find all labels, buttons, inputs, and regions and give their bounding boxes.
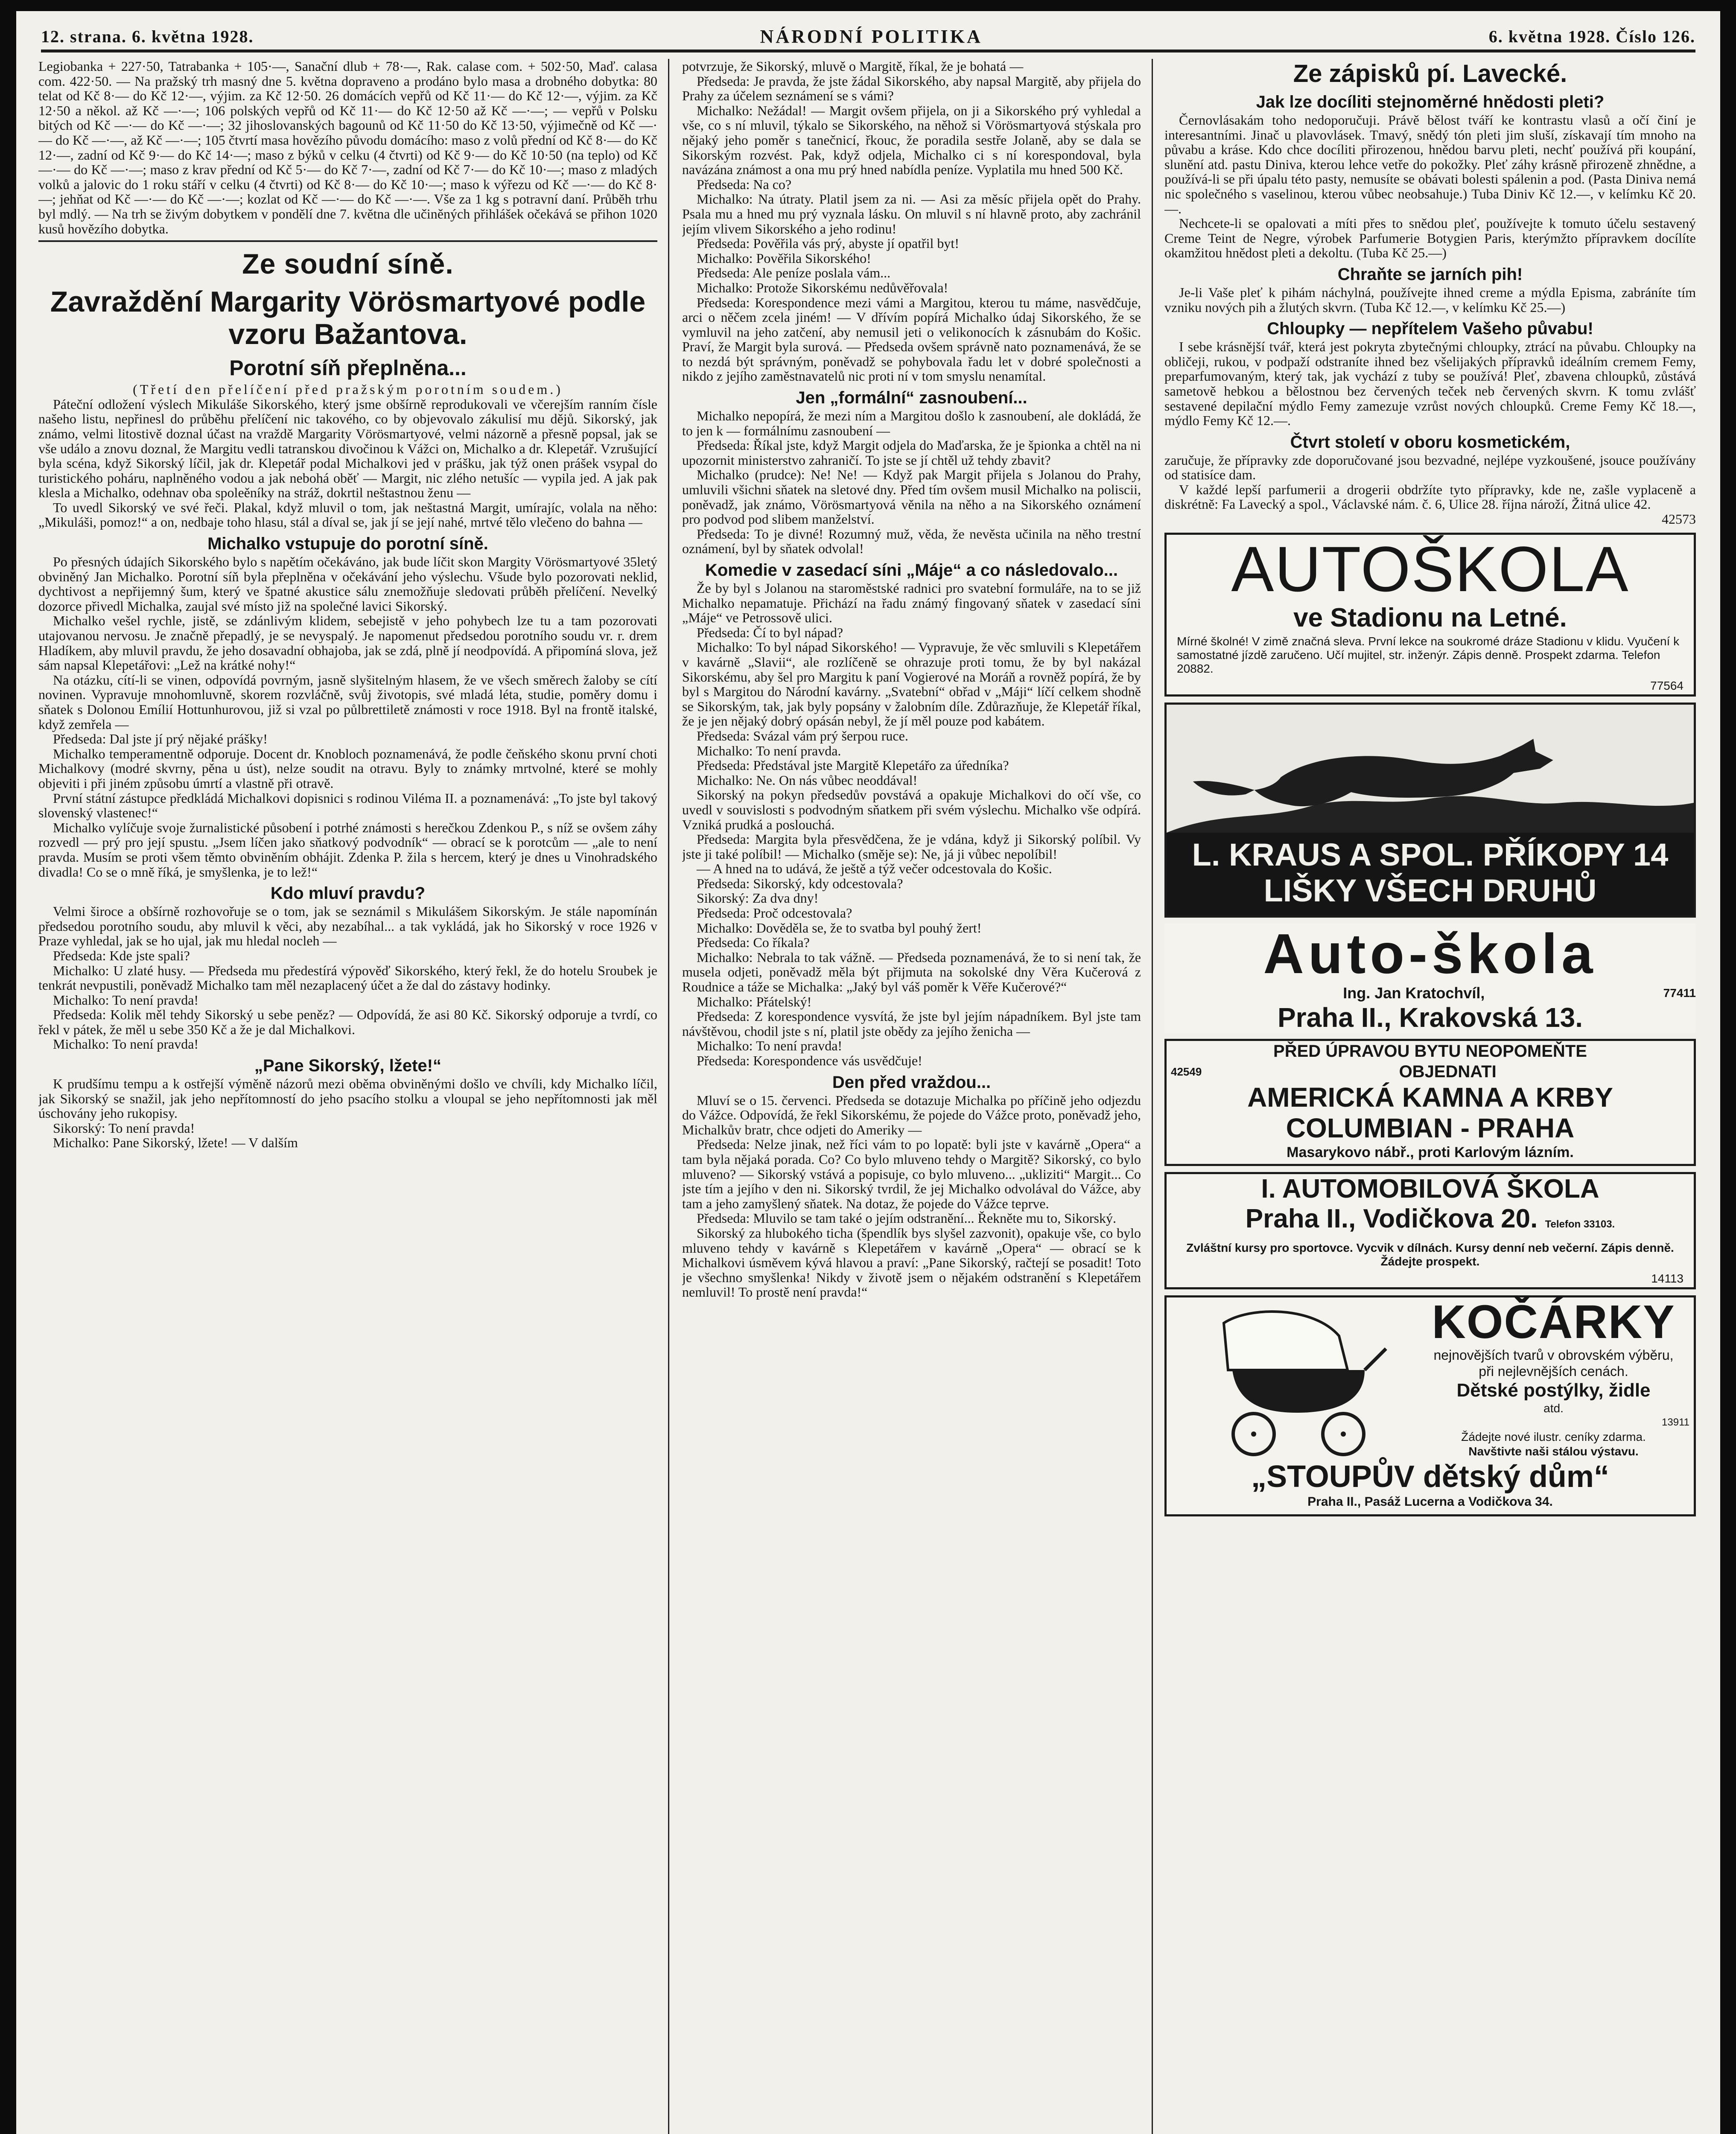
paragraph: Sikorský: To není pravda!: [53, 1120, 195, 1136]
ad-line: Masarykovo nábř., proti Karlovým lázním.: [1287, 1144, 1574, 1160]
paragraph: Michalko: Ne. On nás vůbec neoddával!: [697, 772, 918, 788]
newspaper-page: [16, 11, 1720, 2134]
question-heading: Chloupky — nepřítelem Vašeho půvabu!: [1267, 319, 1593, 338]
ad-line: Praha II., Pasáž Lucerna a Vodičkova 34.: [1307, 1494, 1553, 1509]
paragraph: Předseda: Z korespondence vysvítá, že jste byl jejím nápadníkem. Byl jste tam návštěvou, chodil jste s ní, platil jste obědy za jejího ženicha —: [682, 1009, 1141, 1039]
ad-number: 13911: [1662, 1416, 1689, 1428]
paragraph: V každé lepší parfumerii a drogerii obdržíte tyto přípravky, kde ne, zašle vyplaceně a diskrétně: Fa Lavecký a spol., Václavské nám. č. 6, Ulice 28. října nároží, Žitná ulice 42.: [1164, 481, 1696, 512]
ad-line: OBJEDNATI: [1399, 1062, 1497, 1081]
ad-kocarky: [1164, 1295, 1696, 1516]
column-title: Ze zápisků pí. Lavecké.: [1293, 60, 1567, 87]
paragraph: Michalko: Pověřila Sikorského!: [697, 250, 871, 266]
paragraph: Michalko: Přátelský!: [697, 994, 812, 1009]
ad-line: Navštivte naši stálou výstavu.: [1468, 1445, 1639, 1458]
market-report: Legiobanka + 227·50, Tatrabanka + 105·—, Sanační dlub + 78·—, Rak. calase com. + 502·50, Maď. calasa com. 422·50. — Na pražský trh masný dne 5. května dopraveno a prodáno bylo masa a drobného dobytka: 80 telat od Kč 8·— do Kč 12·—, výjim. za Kč 12·50. 26 domácích vepřů od Kč 11·— do Kč 12·—, výjim. za Kč 12·50 a někol. až Kč —·—; 106 polských vepřů od Kč 11·— do Kč 12·50 až Kč —·—; — vepřů v Polsku bitých od Kč —·— do Kč —·—; 32 jihoslovanských bagounů od Kč 11·50 do Kč 13·50, výjimečně od Kč —·— do Kč —·—, až Kč —·—; 105 čtvrtí masa hovězího původu domácího: maso z volů přední od Kč 8·— do Kč 12·—, zadní od Kč 9·— do Kč 14·—; maso z býků v celku (4 čtvrti) od Kč 9·— do Kč 10·50 (na teplo) od Kč —·— do Kč —·—; maso z krav přední od Kč 5·— do Kč 7·—, zadní od Kč 7·— do Kč 10·—; maso z mladých volků a jalovic do 1 roku stáří v celku (4 čtvrti) od Kč 8·— do Kč 10·—; maso k výřezu od Kč —·— do Kč 8·—; jehňat od Kč —·— do Kč —·—; kozlat od Kč —·— do Kč —·—. Vše za 1 kg s potravní daní. Průběh trhu byl mdlý. — Na trh se živým dobytkem v pondělí dne 7. května dle učiněných přihlášek očekává se přihon 1020 kusů hovězího dobytka.: [38, 59, 657, 236]
paragraph: Předseda: Čí to byl nápad?: [697, 624, 843, 640]
ad-phone: Telefon 33103.: [1545, 1218, 1615, 1230]
ad-number: 77411: [1663, 986, 1696, 1000]
ad-line: atd.: [1543, 1401, 1564, 1415]
question-heading: Čtvrt století v oboru kosmetickém,: [1290, 432, 1570, 452]
paragraph: Páteční odložení výslech Mikuláše Sikorského, který jsme obšírně reprodukovali ve včerejším ranním čísle našeho listu, nepřinesl do průběhu přelíčení nic takového, co by objevovalo zákulisí mu dějů. Sikorský, jak známo, velmi litostivě doznal účast na vraždě Margarity Vörösmartyové, velmi názorně a přesně popsal, jak se vše událo a znovu doznal, že Margitu vedli tatranskou divočinou k Vážci on, Michalko a dr. Klepetář. Vzrušující byla scéna, když Sikorský líčil, jak dr. Klepetář podal Michalkovi jed v prášku, jak týž onen prášek vsypal do turistického poháru, naplněného vodou a jak nebohá oběť — Margit, nic zlého netušíc — vypila jed. A jak pak klesla a Michalko, odehnav oba spoleěníky na stráž, dokrtil neštastnou ženu —: [38, 396, 657, 501]
ad-subtitle: ve Stadionu na Letné.: [1293, 603, 1567, 633]
paragraph: I sebe krásnější tvář, která jest pokryta zbytečnými chloupky, ztrácí na půvabu. Chloupky na obličeji, rukou, v podpaží odstraníte ihned bez všelijakých přípravků ideálním cremem Femy, preparfumovaným, který tak, jak vychází z tuby se používá! Pleť, zbavena chloupků, zůstává sametově hebkou a bělostnou bez červených teček neb červených skvrn. K tomu zvlášť sestavené depilační mýdlo Femy zamezuje vzrůst nových chloupků. Creme Femy Kč 18.—, mýdlo Femy Kč 12.—.: [1164, 339, 1696, 429]
paragraph: zaručuje, že přípravky zde doporučované jsou bezvadné, nejlépe vyzkoušené, jsouce používány od statisíce dam.: [1164, 452, 1696, 483]
subheading: Den před vraždou...: [832, 1073, 991, 1092]
ad-number: 14113: [1651, 1271, 1683, 1285]
ad-kraus-banner: [1167, 833, 1694, 915]
paragraph: Sikorský za hlubokého ticha (špendlík bys slyšel zazvonit), opakuje vše, co bylo mluveno tehdy v kavárně s Klepetářem v kavárně „Opera“ — obrací se k Michalkovi úsměvem kývá hlavou a praví: „Pane Sikorský, račtejí se posadit! Toto je všechno smyšlenka! Nikdy v životě jsem o nějakém odstranění s Klepetářem nemluvil! To prostě není pravda!“: [682, 1225, 1141, 1300]
paragraph: Sikorský: Za dva dny!: [697, 890, 819, 906]
subheading: Michalko vstupuje do porotní síně.: [207, 534, 488, 554]
question-heading: Jak lze docíliti stejnoměrné hnědosti pleti?: [1256, 93, 1605, 111]
subheading: Komedie v zasedací síni „Máje“ a co následovalo...: [705, 561, 1118, 580]
masthead-title: NÁRODNÍ POLITIKA: [760, 26, 983, 47]
column-court-report-continued: [682, 59, 1141, 2134]
paragraph: Michalko (prudce): Ne! Ne! — Když pak Margit přijela s Jolanou do Prahy, umluvili všichni sňatek na sletové dny. Před tím ovšem musil Michalko na poliscii, poněvadž, jak známo, Vörösmartyová věnila na něho a na Sikorského oznámení pro podvod pod slibem manželství.: [682, 467, 1141, 527]
paragraph: Předseda: Nelze jinak, než říci vám to po lopatě: byli jste v kavárně „Opera“ a tam byla nějaká porada. Co? Co bylo mluveno tehdy o Margitě? Sikorský, co bylo mluveno? — Sikorský vstává a popisuje, co bylo mluveno... „ukliziti“ Margit... Co jste tím a jejího v den ni. Sikorský tvrdil, že jej Michalko odvolával do Vážce, aby tam a jeho zamyšlený sňatek. Na dotaz, že pojede do Vážce teprve.: [682, 1137, 1141, 1211]
paragraph: Velmi široce a obšírně rozhovořuje se o tom, jak se seznámil s Mikulášem Sikorským. Je stále napomínán předsedou porotního soudu, aby mluvil k věci, aby nezabíhal... a tak vykládá, jak ho Sikorský v roce 1926 v Praze vyhledal, jak se ho ujal, jak mu hledal nocleh —: [38, 904, 657, 949]
paragraph: Předseda: Korespondence mezi vámi a Margitou, kterou tu máme, nasvědčuje, arci o něčem zcela jiném! — V dřívím popírá Michalko údaj Sikorského, že se vymluvil na jeho zatčení, aby nemusil jeti o velikonocích k zásnubám do Košic. Praví, že Margit byla surová. — Předseda ovšem správně nato poznamenává, že se to nezdá být správným, poněvadž se pohybovala řadu let v dobré společnosti a nikdo z jejího zaměstnavatelů nic proti ní v tom smyslu nenamítal.: [682, 294, 1141, 384]
ad-title: Auto-škola: [1263, 922, 1597, 985]
ad-line: L. KRAUS A SPOL. PŘÍKOPY 14: [1192, 837, 1669, 872]
column-court-report: [38, 59, 657, 2134]
column-rule: [1152, 59, 1153, 2134]
paragraph: Předseda: Pověřila vás prý, abyste jí opatřil byt!: [697, 236, 959, 251]
paragraph: Předseda: Sikorský, kdy odcestovala?: [697, 875, 903, 891]
paragraph: Je-li Vaše pleť k pihám náchylná, používejte ihned creme a mýdla Episma, zabráníte tím vzniku nových pih a žlutých skvrn. (Tuba Kč 12.—, v kelímku Kč 25.—): [1164, 284, 1696, 315]
column-advertisements: [1164, 59, 1696, 2134]
paragraph: Předseda: Kde jste spali?: [53, 947, 190, 963]
column-rule: [668, 59, 669, 2134]
ad-line: AMERICKÁ KAMNA A KRBY: [1247, 1082, 1613, 1113]
paragraph: Michalko: To není pravda!: [53, 1036, 199, 1052]
paragraph: Michalko: To není pravda!: [53, 992, 199, 1008]
header-date-left: 12. strana. 6. května 1928.: [41, 26, 254, 46]
divider: [38, 240, 657, 242]
paragraph: K prudšímu tempu a k ostřejší výměně názorů mezi oběma obviněnými došlo ve chvíli, kdy Michalko líčil, jak Sikorský se snažil, jak jeho nepřítomností do jeho psacího stolku a vloupal se jeho nepřítomnosti jak měl úschovány jeho rukopisy.: [38, 1076, 657, 1121]
ad-columbian-stoves: [1164, 1039, 1696, 1166]
paragraph: Na otázku, cítí-li se vinen, odpovídá povrným, jasně slyšitelným hlasem, že ve všech směrech žaloby se cítí novinen. Vypravuje mnohomluvně, skorem rozvláčně, svůj životopis, své mladá léta, studie, poměry domu i sňatek s Dolonou Emílií Hottunhurovou, již si vzal po půlbrettiletě známosti v roce 1918. Byl na frontě italské, když zemřela —: [38, 672, 657, 732]
paragraph: Michalko: Na útraty. Platil jsem za ni. — Asi za měsíc přijela opět do Prahy. Psala mu a hned mu prý vyznala lásku. On mluvil s ní hlavně proto, aby zachránil jejím vlivem Sikorského a jeho rodinu!: [682, 191, 1141, 236]
paragraph: Předseda: Ale peníze poslala vám...: [697, 265, 891, 281]
paragraph: Michalko: Nebrala to tak vážně. — Předseda poznamenává, že to si není tak, že musela odjeti, poněvadž měla být přijmuta na sokolské dny Věra Kučerová z Roudnice a táže se Michalka: „Jaký byl váš poměr k Věře Kučerové?“: [682, 949, 1141, 995]
ad-kraus-furs: [1164, 703, 1696, 918]
ad-owner: [1164, 984, 1696, 1002]
header-issue-right: 6. května 1928. Číslo 126.: [1488, 26, 1695, 46]
ad-number: 42573: [1662, 511, 1696, 527]
paragraph: Předseda: Svázal vám prý šerpou ruce.: [697, 728, 908, 743]
ad-address: Praha II., Krakovská 13.: [1277, 1002, 1583, 1033]
paragraph: Předseda: Je pravda, že jste žádal Sikorského, aby napsal Margitě, aby přijela do Prahy za účelem seznámení se s vámi?: [682, 73, 1141, 104]
article-headline: Zavraždění Margarity Vörösmartyové podle vzoru Bažantova.: [50, 286, 646, 351]
paragraph: Michalko: Protože Sikorskému nedůvěřovala!: [697, 280, 948, 295]
paragraph: Sikorský na pokyn předsedův povstává a opakuje Michalkovi do očí vše, co uvedl v souvislosti s podvodným sňatkem při svém výslechu. Michalko vše odpírá. Vzniká prudká a poslouchá.: [682, 787, 1141, 832]
paragraph: Michalko nepopírá, že mezi ním a Margitou došlo k zasnoubení, ale dokládá, že to jen k — formálnímu zasnoubení —: [682, 408, 1141, 438]
ad-line: „STOUPŮV dětský dům“: [1251, 1459, 1609, 1494]
paragraph: — A hned na to udává, že ještě a týž večer odcestovala do Košic.: [697, 861, 1052, 877]
paragraph: Michalko: Dověděla se, že to svatba byl pouhý žert!: [697, 920, 982, 936]
paragraph: Michalko vylíčuje svoje žurnalistické působení i potrhé známosti s herečkou Zdenkou P., s níž se ovšem záhy rozvedl — prý pro její spustu. „Jsem líčen jako sňatkový podvodník“ — obrací se k porotcům — „ale to není pravda. Musím se proti všem těmto obviněním obhájit. Zdenka P. žila s hercem, který je dnes u Vinohradského divadla! Co se o mně říká, je smyšlenka, je to lež!“: [38, 819, 657, 880]
paragraph: Michalko: U zlaté husy. — Předseda mu předestírá výpověď Sikorského, který řekl, že do hotelu Sroubek je tenkrát nevpustili, poněvadž Michalko tam měl nezaplacený účet a že dal do zástavy hodinky.: [38, 962, 657, 993]
ad-owner-name: Ing. Jan Kratochvíl,: [1343, 984, 1485, 1002]
paragraph: Že by byl s Jolanou na staroměstské radnici pro svatební formuláře, na to se již Michalko nepamatuje. Přichází na řadu známý fingovaný sňatek v zasedací síni „Máje“ ve Petrossově ulici.: [682, 580, 1141, 626]
ad-title: AUTOŠKOLA: [1231, 533, 1629, 605]
paragraph: To uvedl Sikorský ve své řeči. Plakal, když mluvil o tom, jak neštastná Margit, umírajíc, volala na něho: „Mikuláši, pomoz!“ a on, nedbaje toho hlasu, stál a díval se, jak jí se její nahé, mrtvé tělo vlečeno do bahna —: [38, 499, 657, 530]
paragraph: Předseda: Korespondence vás usvědčuje!: [697, 1053, 922, 1068]
paragraph: Michalko vešel rychle, jistě, se zdánlivým klidem, sebejistě v jeho pohybech lze tu a tam pozorovati utajovanou nervosu. Je značně přepadlý, je se nevyspalý. Je napomenut předsedou porotního soudu vr. r. drem Hladíkem, aby mluvil pravdu, že jeho dosavadní obhajoba, jak se zdá, plně jí neodpovídá. A připomíná slova, jež sám napsal Klepetářovi: „Lež na krátké nohy!“: [38, 613, 657, 673]
paragraph: Michalko: To není pravda!: [697, 1038, 843, 1054]
paragraph: Předseda: Na co?: [697, 176, 792, 192]
pram-illustration: [1167, 1297, 1418, 1460]
ad-line: Žádejte nové ilustr. ceníky zdarma.: [1461, 1430, 1646, 1444]
paragraph: Po přesných údajích Sikorského bylo s napětím očekáváno, jak bude líčit skon Margity Vörösmartyové 35letý obviněný Jan Michalko. Porotní síň byla přeplněna v očekávání jeho výslechu. Všude bylo pozorovati neklid, dychtivost a nepřijemný šum, který ve špatné akustice sálu znemožňuje sledovati průběh přelíčení. Nevelký dozorce přivedl Michalka, zaujal své místo již na společné lavici Sikorský.: [38, 554, 657, 614]
ad-title: KOČÁRKY: [1432, 1295, 1675, 1348]
ad-number: 42549: [1171, 1065, 1202, 1078]
paragraph: Nechcete-li se opalovati a míti přes to snědou pleť, používejte k tomuto účelu sestavený Creme Teint de Negre, výrobek Parfumerie Botygien Paris, kterýmžto přípravkem docílíte okamžitou hnědost pleti a dekoltu. (Tuba Kč 25.—): [1164, 216, 1696, 261]
paragraph: První státní zástupce předkládá Michalkovi dopisnici s rodinou Viléma II. a poznamenává: „To jste byl takový slovenský vlastenec!“: [38, 790, 657, 821]
ad-line: Praha II., Vodičkova 20.: [1245, 1204, 1538, 1233]
paragraph: Předseda: Co říkala?: [697, 935, 810, 950]
paragraph: Předseda: Proč odcestovala?: [697, 905, 852, 921]
page-header: [41, 23, 1695, 52]
ad-line: PŘED ÚPRAVOU BYTU NEOPOMEŇTE: [1273, 1041, 1587, 1061]
ad-line: COLUMBIAN - PRAHA: [1286, 1112, 1575, 1143]
paragraph: Předseda: Mluvilo se tam také o jejím odstranění... Řekněte mu to, Sikorský.: [697, 1210, 1116, 1226]
subheading: „Pane Sikorský, lžete!“: [254, 1056, 441, 1076]
subheading: Porotní síň přeplněna...: [229, 356, 467, 380]
paragraph: Michalko: Pane Sikorský, lžete! — V dalším: [53, 1135, 298, 1151]
paragraph: potvrzuje, že Sikorský, mluvě o Margitě, říkal, že je bohatá —: [682, 59, 1024, 74]
paragraph: Předseda: Dal jste jí prý nějaké prášky!: [53, 731, 268, 747]
subheading: Jen „formální“ zasnoubení...: [796, 388, 1027, 408]
paragraph: Černovlásakám toho nedoporučuji. Právě bělost tváří ke kontrastu vlasů a očí činí je interesantními. Jinač u plavovlásek. Tmavý, snědý tón pleti jim sluší, získavají tím mnoho na půvabu a kráse. Kdo chce docíliti přirozenou, hnědou barvu pleti, nechť používá při koupání, slunění atd. pastu Diniva, kterou lehce vetře do pokožky. Pleť záhy krásně přirozeně zhnědne, a používá-li se při úpalu této pasty, nemusíte se obávati bolesti spálenin a pod. (Pasta Diniva nemá nic společného s vaselinou, kterou vůbec neobsahuje.) Tuba Diniv Kč 12.—, v kelímku Kč 20.—.: [1164, 112, 1696, 216]
fox-icon: [1167, 705, 1694, 833]
ad-autoskola-letna: [1164, 533, 1696, 697]
paragraph: Předseda: Předstával jste Margitě Klepetářo za úředníka?: [697, 758, 1009, 773]
ad-line: I. AUTOMOBILOVÁ ŠKOLA: [1261, 1174, 1599, 1204]
subheading: Kdo mluví pravdu?: [270, 884, 426, 903]
ad-line: při nejlevnějších cenách.: [1479, 1363, 1628, 1379]
paragraph: Michalko: To byl nápad Sikorského! — Vypravuje, že věc smluvili s Klepetářem v kavárně „Slavii“, ale rozlíčeně se ohrazuje proti tomu, že by byl nakázal Sikorskému, aby šel pro Margitu k paní Vogierové na Moráň a rovněž popírá, že by byl s Margitou do Národní kavárny. „Svatební“ obřad v „Máji“ líčí celkem shodně se Sikorským, tak, jak byly popsány v žalobním díle. Zdůrazňuje, že Klepetář říkal, že je jen nějaký dobrý opásán nebyl, že jí měl pouze pod kabátem.: [682, 639, 1141, 729]
paragraph: Michalko temperamentně odporuje. Docent dr. Knobloch poznamenává, že podle čeňského skonu první choti Michalkovy (modré skvrny, pěna u úst), nelze soudit na otravu. Byly to známky mrtvolné, které se mohly objeviti i při jiném způsobu úmrtí a vlastně při otravě.: [38, 746, 657, 791]
ad-text: Mírné školné! V zimě značná sleva. První lekce na soukromé dráze Stadionu v klidu. Vyučení k samostatné jízdě zaručeno. Učí mujitel, str. inženýr. Zápis denně. Prospekt zdarma. Telefon 20882.: [1177, 634, 1680, 675]
ad-line: Dětské postýlky, židle: [1456, 1379, 1651, 1401]
article-intro: (Třetí den přelíčení před pražským porotním soudem.): [133, 382, 563, 397]
pram-icon: [1167, 1297, 1418, 1460]
paragraph: Michalko: To není pravda.: [697, 743, 841, 758]
section-heading: Ze soudní síně.: [242, 248, 454, 280]
paragraph: Předseda: Říkal jste, když Margit odjela do Maďarska, že je špionka a chtěl na ni upozornit ministerstvo zahraničí. To jste se jí chtěl už tehdy zbavit?: [682, 437, 1141, 468]
ad-text: Zvláštní kursy pro sportovce. Vycvik v dílnách. Kursy denní neb večerní. Zápis denně. Žádejte prospekt.: [1186, 1241, 1674, 1268]
ad-number: 77564: [1650, 679, 1683, 692]
fox-illustration: [1167, 705, 1694, 833]
paragraph: Předseda: Margita byla přesvědčena, že je vdána, když ji Sikorský políbil. Vy jste ji také políbil! — Michalko (směje se): Ne, já ji vůbec nepolíbil!: [682, 831, 1141, 862]
ad-autoskola-kratochvil: [1164, 924, 1696, 1033]
paragraph: Mluví se o 15. červenci. Předseda se dotazuje Michalka po příčině jeho odjezdu do Vážce. Odpovídá, že řekl Sikorskému, že pojede do Vážce proto, poněvadž jeho, Michalkův bratr, chce odjeti do Ameriky —: [682, 1092, 1141, 1137]
paragraph: Předseda: Kolik měl tehdy Sikorský u sebe peněz? — Odpovídá, že asi 80 Kč. Sikorský odporuje a tvrdí, co řekl v pátek, že měl u sebe 350 Kč a že je dal Michalkovi.: [38, 1007, 657, 1037]
ad-line: nejnovějších tvarů v obrovském výběru,: [1433, 1347, 1674, 1363]
paragraph: Předseda: To je divné! Rozumný muž, věda, že nevěsta učinila na něho trestní oznámení, byl by sňatek odvolal!: [682, 526, 1141, 557]
ad-line: LIŠKY VŠECH DRUHŮ: [1263, 872, 1597, 908]
ad-automobile-school: [1164, 1172, 1696, 1289]
paragraph: Michalko: Nežádal! — Margit ovšem přijela, on ji a Sikorského prý vyhledal a vše, co s ní mluvil, týkalo se Sikorského, na něhož si Vörösmartyová stýskala pro nějaký jeho poměr s tanečnicí, řkouc, že poradila sestře Jolaně, aby se dala se Sikorským rozvést. Pak, když odjela, Michalko ci s ní korespondoval, byla navázána známost a ona mu prý hned nabídla peníze. Vyplatila mu hned 500 Kč.: [682, 102, 1141, 178]
question-heading: Chraňte se jarních pih!: [1337, 265, 1523, 284]
